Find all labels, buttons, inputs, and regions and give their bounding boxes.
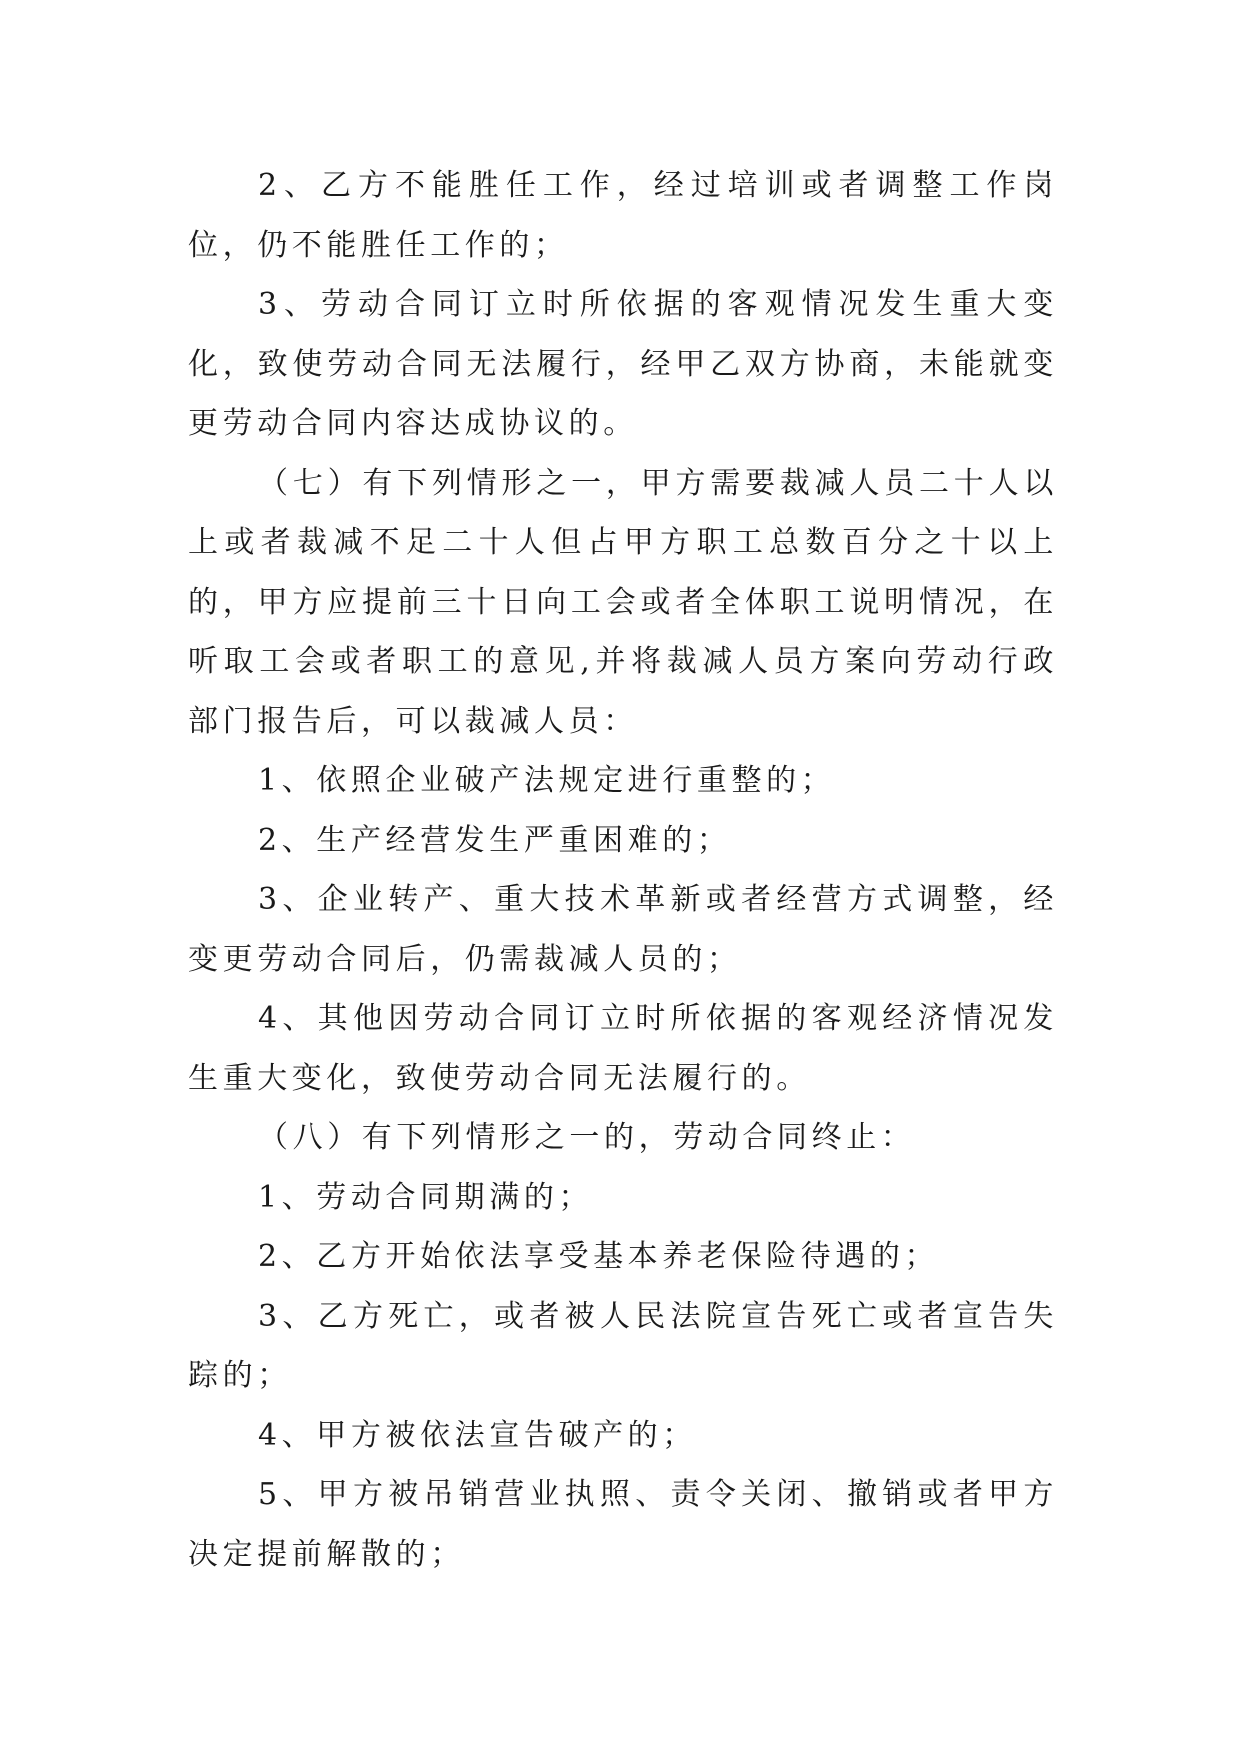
paragraph-section-7-layoffs: （七）有下列情形之一，甲方需要裁减人员二十人以上或者裁减不足二十人但占甲方职工总数百分之十以上的，甲方应提前三十日向工会或者全体职工说明情况，在听取工会或者职工的意见,并将裁减人员方案向劳动行政部门报告后，可以裁减人员： (188, 465, 1058, 739)
paragraph-termination-4-bankruptcy: 4、甲方被依法宣告破产的； (258, 1417, 697, 1453)
paragraph-termination-1-expiry: 1、劳动合同期满的； (258, 1179, 594, 1215)
paragraph-section-8-termination: （八）有下列情形之一的，劳动合同终止： (258, 1120, 916, 1155)
paragraph-clause-3-circumstance-change: 3、劳动合同订立时所依据的客观情况发生重大变化，致使劳动合同无法履行，经甲乙双方协商，未能就变更劳动合同内容达成协议的。 (188, 287, 1058, 441)
paragraph-layoff-4-economic-change: 4、其他因劳动合同订立时所依据的客观经济情况发生重大变化，致使劳动合同无法履行的。 (188, 1001, 1058, 1096)
document-body (188, 156, 1058, 1584)
paragraph-termination-2-pension: 2、乙方开始依法享受基本养老保险待遇的； (258, 1239, 940, 1274)
paragraph-termination-3-death: 3、乙方死亡，或者被人民法院宣告死亡或者宣告失踪的； (188, 1298, 1058, 1393)
paragraph-layoff-1-reorganization: 1、依照企业破产法规定进行重整的； (258, 763, 836, 798)
paragraph-clause-2-incompetent: 2、乙方不能胜任工作，经过培训或者调整工作岗位，仍不能胜任工作的； (188, 168, 1058, 263)
paragraph-termination-5-dissolution: 5、甲方被吊销营业执照、责令关闭、撤销或者甲方决定提前解散的； (188, 1477, 1058, 1572)
paragraph-layoff-3-transformation: 3、企业转产、重大技术革新或者经营方式调整，经变更劳动合同后，仍需裁减人员的； (188, 882, 1058, 977)
paragraph-layoff-2-difficulty: 2、生产经营发生严重困难的； (258, 822, 732, 858)
